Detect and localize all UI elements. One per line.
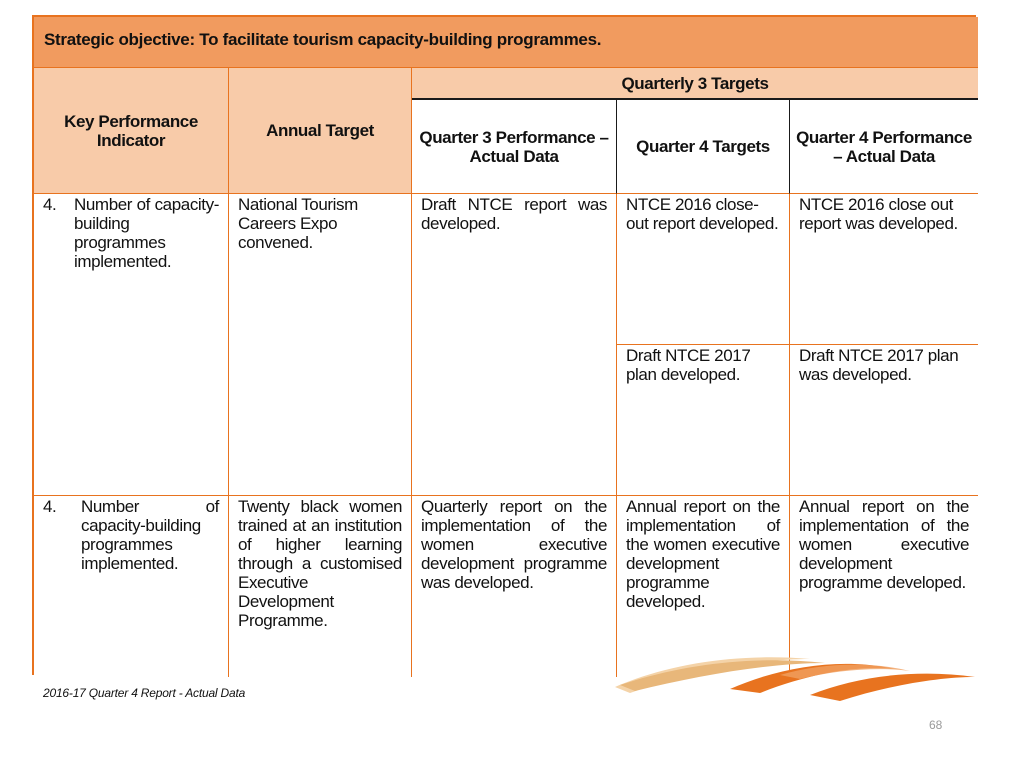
- footer-report-label: 2016-17 Quarter 4 Report - Actual Data: [43, 686, 246, 700]
- header-quarterly-targets: Quarterly 3 Targets: [412, 68, 978, 100]
- row2-kpi-text: Number of capacity-building programmes implemented.: [81, 497, 219, 573]
- row1-q4-target-b: Draft NTCE 2017 plan developed.: [617, 345, 790, 496]
- header-q4-performance: Quarter 4 Performance – Actual Data: [790, 100, 978, 194]
- header-q4-targets: Quarter 4 Targets: [617, 100, 790, 194]
- row2-annual-target: Twenty black women trained at an institution of higher learning through a customised Executive Development Programme.: [229, 496, 412, 677]
- page-number: 68: [929, 718, 943, 732]
- header-q3-performance: Quarter 3 Performance – Actual Data: [412, 100, 617, 194]
- swoosh-logo-icon: [610, 645, 980, 705]
- performance-table: [32, 15, 976, 675]
- row1-kpi: [34, 194, 229, 496]
- strategic-objective-title: Strategic objective: To facilitate tourism capacity-building programmes.: [34, 17, 978, 68]
- row1-kpi-text: Number of capacity-building programmes implemented.: [74, 195, 219, 271]
- row2-q3-performance: Quarterly report on the implementation of the women executive development programme was developed.: [412, 496, 617, 677]
- row1-q4-target-a: NTCE 2016 close-out report developed.: [617, 194, 790, 345]
- row1-kpi-number: 4.: [43, 195, 57, 214]
- header-kpi: Key Performance Indicator: [34, 68, 229, 194]
- row1-q3-performance: Draft NTCE report was developed.: [412, 194, 617, 496]
- header-annual-target: Annual Target: [229, 68, 412, 194]
- row2-kpi: [34, 496, 229, 677]
- row2-q4-targets: Annual report on the implementation of the women executive development programme developed.: [617, 496, 790, 677]
- row1-q4-performance-a: NTCE 2016 close out report was developed.: [790, 194, 978, 345]
- row1-annual-target: National Tourism Careers Expo convened.: [229, 194, 412, 496]
- row1-q4-performance-b: Draft NTCE 2017 plan was developed.: [790, 345, 978, 496]
- row2-kpi-number: 4.: [43, 497, 57, 516]
- row2-q4-performance: Annual report on the implementation of the women executive development programme developed.: [790, 496, 978, 677]
